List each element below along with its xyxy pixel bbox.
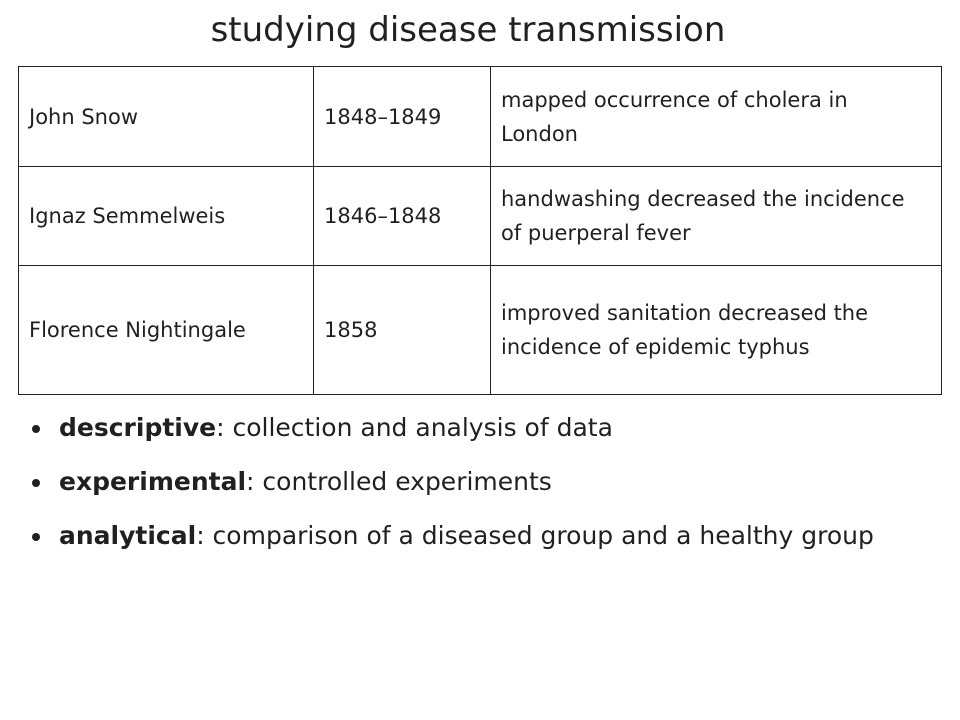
scientist-name-cell: Ignaz Semmelweis <box>19 167 314 266</box>
years-cell: 1858 <box>314 266 491 395</box>
slide-title: studying disease transmission <box>210 10 726 50</box>
list-item <box>32 520 912 552</box>
table-row <box>19 167 942 266</box>
disease-history-table <box>18 66 942 395</box>
description-cell: mapped occurrence of cholera in London <box>491 67 942 167</box>
bullet-dot-icon <box>32 479 40 487</box>
study-type-definition: : comparison of a diseased group and a healthy group <box>196 521 874 550</box>
study-type-term: descriptive <box>59 413 217 442</box>
table-row <box>19 266 942 395</box>
years-cell: 1848–1849 <box>314 67 491 167</box>
bullet-dot-icon <box>32 425 40 433</box>
scientist-name-cell: Florence Nightingale <box>19 266 314 395</box>
description-cell: improved sanitation decreased the incidence of epidemic typhus <box>491 266 942 395</box>
scientist-name-cell: John Snow <box>19 67 314 167</box>
bullet-dot-icon <box>32 533 40 541</box>
study-type-term: analytical <box>59 521 197 550</box>
study-types-list <box>32 412 912 552</box>
study-type-term: experimental <box>59 467 247 496</box>
list-item <box>32 412 912 444</box>
list-item <box>32 466 912 498</box>
study-type-definition: : collection and analysis of data <box>216 413 613 442</box>
table-row <box>19 67 942 167</box>
description-cell: handwashing decreased the incidence of puerperal fever <box>491 167 942 266</box>
study-type-definition: : controlled experiments <box>246 467 552 496</box>
years-cell: 1846–1848 <box>314 167 491 266</box>
